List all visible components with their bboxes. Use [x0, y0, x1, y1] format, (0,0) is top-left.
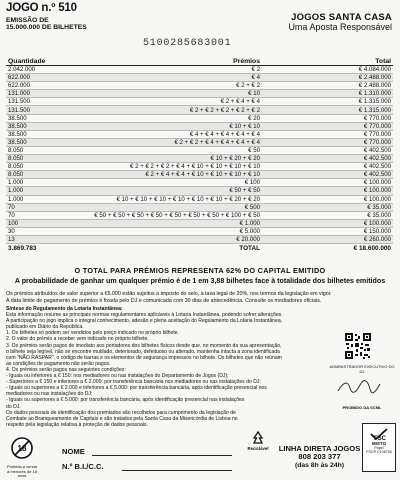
regulation-line: as condições de pagamento não serão pagos.: [6, 360, 111, 367]
brand-name: JOGOS SANTA CASA: [291, 12, 392, 23]
game-number: JOGO n.º 510: [6, 2, 77, 14]
prize-row-quantity: 38.500: [6, 114, 68, 122]
total-amount: € 18.600.000: [262, 244, 393, 253]
prize-row-total: € 770.000: [262, 138, 393, 146]
prize-row-prize: € 10 + € 10: [68, 122, 262, 130]
prize-row-total: € 402.500: [262, 163, 393, 171]
prize-row-prize: € 2 + € 2: [68, 82, 262, 90]
col-header-quantity: Quantidade: [6, 57, 68, 66]
recycle-label: Reciclável: [247, 446, 269, 451]
regulation-line: 1. Os bilhetes só podem ser vendidos pelo preço indicado no próprio bilhete.: [6, 330, 180, 337]
prize-row: [6, 146, 393, 154]
prize-row-prize: € 2 + € 2 + € 2 + € 2 + € 2: [68, 106, 262, 114]
prize-row-total: € 35.000: [262, 203, 393, 211]
prize-row-total: € 402.500: [262, 155, 393, 163]
prize-row-quantity: 1.000: [6, 195, 68, 203]
name-field-label: NOME: [62, 447, 85, 456]
regulation-summary: [6, 306, 318, 428]
prize-row: [6, 187, 393, 195]
helpline-hours: (das 8h às 24h): [294, 461, 345, 469]
col-header-prizes: Prémios: [68, 57, 262, 66]
prize-row-quantity: 622.000: [6, 74, 68, 82]
prize-row-prize: € 4 + € 4 + € 4 + € 4 + € 4: [68, 130, 262, 138]
prize-row-prize: € 2 + € 2 + € 2 + € 4 + € 10 + € 10 + € 10 + € 10: [68, 163, 262, 171]
prize-row-prize: € 1.000: [68, 219, 262, 227]
prize-row-total: € 1.315.000: [262, 106, 393, 114]
svg-text:18: 18: [17, 444, 27, 453]
prize-row-total: € 100.000: [262, 219, 393, 227]
helpline-number: 808 203 377: [298, 452, 341, 462]
regulation-line: Combate ao Branqueamento de Capitais e são tratados pela Santa Casa da Misericórdia de Lisboa no: [6, 415, 238, 422]
prize-row-prize: € 10: [68, 90, 262, 98]
brand-block: [288, 13, 392, 32]
emission-line-2: 15.000.000 DE BILHETES: [6, 24, 87, 32]
regulation-line: Os dados pessoais de identificação dos premiados são recolhidos para cumprimento da legislação de: [6, 409, 236, 416]
regulation-line: com "NÃO RASPAR", o código de barras e os elementos de segurança impressos no bilhete. Os bilhetes que não reúnam: [6, 354, 282, 361]
regulation-caption: PROIBIDO DA SCML: [342, 405, 382, 410]
regulation-summary-lines: [6, 312, 318, 428]
prize-row-total: € 1.315.000: [262, 98, 393, 106]
prize-row-quantity: 131.000: [6, 90, 68, 98]
prize-row-quantity: 8.050: [6, 146, 68, 154]
prize-row-prize: € 20: [68, 114, 262, 122]
svg-text:FSC: FSC: [374, 436, 386, 441]
fsc-title: MISTO: [371, 441, 387, 446]
total-quantity: 3.869.783: [6, 244, 68, 253]
prize-row-total: € 150.000: [262, 227, 393, 235]
prize-row: [6, 74, 393, 82]
recycle-block: [243, 431, 273, 451]
prize-row-prize: € 50: [68, 146, 262, 154]
prize-row-total: € 260.000: [262, 235, 393, 243]
prize-row-quantity: 2.042.000: [6, 66, 68, 74]
regulation-line: 4. Os prémios serão pagos nas seguintes condições:: [6, 366, 126, 373]
prize-row-prize: € 2 + € 4 + € 4: [68, 98, 262, 106]
prize-row: [6, 106, 393, 114]
prize-row-prize: € 20.000: [68, 235, 262, 243]
fsc-logo: [362, 423, 396, 472]
brand-slogan: Uma Aposta Responsável: [288, 21, 392, 32]
prize-row-quantity: 30: [6, 227, 68, 235]
tax-note: Os prémios atribuídos de valor superior a €5.000 estão sujeitos a imposto do selo, à taxa legal de 20%, nos termos da legislação em vigor.: [6, 291, 332, 297]
prize-row: [6, 211, 393, 219]
prize-row-quantity: 131.500: [6, 106, 68, 114]
prize-table-header: [6, 57, 393, 66]
qr-code-icon: [345, 333, 371, 359]
regulation-line: - Iguais ou superiores a € 2.000 e inferiores a € 5.000: por transferência bancária, após identificação presencial nos: [6, 385, 267, 392]
regulation-line: - Superiores a € 150 e inferiores a € 2.000: por transferência bancária nos mediadores ou nas instalações do DJ;: [6, 379, 261, 386]
prize-row: [6, 179, 393, 187]
regulation-line: Esta informação resume as principais normas regulamentares aplicáveis à Lotaria Instantânea, podendo sofrer alterações.: [6, 312, 283, 319]
total-label: TOTAL: [68, 244, 262, 253]
prize-row-quantity: 8.050: [6, 155, 68, 163]
prize-row-prize: € 4: [68, 74, 262, 82]
prize-row-total: € 1.310.000: [262, 90, 393, 98]
prize-row-quantity: 1.000: [6, 187, 68, 195]
prize-row-total: € 100.000: [262, 179, 393, 187]
col-header-total: Total: [262, 57, 393, 66]
fsc-code: FSC® C108706: [366, 450, 392, 454]
prize-row: [6, 98, 393, 106]
prize-row-prize: € 2: [68, 66, 262, 74]
regulation-summary-title: Síntese do Regulamento da Lotaria Instantânea:: [6, 306, 123, 312]
prize-row: [6, 82, 393, 90]
recycle-icon: [250, 431, 266, 445]
age-18-icon: [11, 437, 33, 459]
regulation-line: 3. Os prémios serão pagos de imediato aos portadores dos bilhetes físicos desde que, no momento da sua apresentação,: [6, 342, 282, 349]
prize-row: [6, 171, 393, 179]
regulation-line: A participação no jogo implica o integral conhecimento, adesão e plena aceitação do Regulamento da Lotaria Instantânea,: [6, 318, 283, 325]
prize-row-total: € 770.000: [262, 122, 393, 130]
prize-row-prize: € 50 + € 50: [68, 187, 262, 195]
prize-row-total: € 2.488.000: [262, 74, 393, 82]
emission-line-1: EMISSÃO DE: [6, 16, 49, 24]
prize-row-total: € 402.500: [262, 171, 393, 179]
prize-row-prize: € 2 + € 4 + € 4 + € 10 + € 10 + € 10 + € 10: [68, 171, 262, 179]
regulation-line: mediadores ou nas instalações do DJ;: [6, 391, 93, 398]
prize-row: [6, 122, 393, 130]
prize-row-total: € 770.000: [262, 114, 393, 122]
prize-row: [6, 219, 393, 227]
prize-row: [6, 155, 393, 163]
prize-row-prize: € 50 + € 50 + € 50 + € 50 + € 50 + € 50 + € 50 + € 100 + € 50: [68, 211, 262, 219]
prize-row-quantity: 131.500: [6, 98, 68, 106]
prize-row-quantity: 70: [6, 203, 68, 211]
age-restriction-caption: Proibida a venda a menores de 18 anos: [6, 464, 38, 478]
regulation-line: - Iguais ou inferiores a € 150: nos mediadores ou nas instalações do Departamento de Jogos (DJ);: [6, 373, 229, 380]
prize-row-total: € 402.500: [262, 146, 393, 154]
name-field-line[interactable]: [92, 455, 232, 456]
prize-row-quantity: 1.000: [6, 179, 68, 187]
prize-row-quantity: 8.050: [6, 163, 68, 171]
prize-row-total: € 35.000: [262, 211, 393, 219]
prize-row-prize: € 5.000: [68, 227, 262, 235]
id-field-line[interactable]: [122, 470, 232, 471]
prize-row-total: € 2.488.000: [262, 82, 393, 90]
prize-row: [6, 195, 393, 203]
prize-row: [6, 227, 393, 235]
probability-line: A probabilidade de ganhar um qualquer prémio é de 1 em 3,88 bilhetes face à totalidade dos bilhetes emitidos: [14, 277, 386, 285]
prize-row-prize: € 10 + € 20 + € 20: [68, 155, 262, 163]
prize-row: [6, 90, 393, 98]
prize-row-quantity: 70: [6, 211, 68, 219]
helpline-title: LINHA DIRETA JOGOS: [278, 444, 361, 453]
prize-row-total: € 4.084.000: [262, 66, 393, 74]
signature-icon: [336, 379, 381, 395]
admin-signature-caption: ADMINISTRADOR EXECUTIVO DO DJ: [329, 364, 395, 374]
prize-row: [6, 130, 393, 138]
prize-table-body: [6, 66, 393, 244]
regulation-line: 2. O valor do prémio a receber vem indicado no próprio bilhete.: [6, 336, 149, 343]
regulation-line: o bilhete seja legível, não se encontre mutilado, deteriorado, defeituoso ou alterado, mantenha intacta a zona identificada: [6, 348, 280, 355]
prize-row-quantity: 38.500: [6, 122, 68, 130]
regulation-line: do DJ.: [6, 403, 21, 410]
prize-row-quantity: 100: [6, 219, 68, 227]
prize-row-quantity: 622.000: [6, 82, 68, 90]
prize-row: [6, 163, 393, 171]
prize-row-quantity: 13: [6, 235, 68, 243]
deadline-note: A data limite de pagamento de prémios é fixada pelo DJ e comunicada com 30 dias de antecedência. Consulte os mediadores oficiais.: [6, 298, 322, 304]
prize-row-quantity: 8.050: [6, 171, 68, 179]
prize-row-total: € 100.000: [262, 187, 393, 195]
prize-row-prize: € 2 + € 2 + € 4 + € 4 + € 4 + € 4: [68, 138, 262, 146]
ticket-header-left: [6, 3, 87, 32]
fsc-sub: Papel: [374, 446, 384, 450]
prize-row-quantity: 38.500: [6, 130, 68, 138]
tree-check-icon: [369, 427, 389, 441]
prize-row: [6, 235, 393, 243]
prize-row-total: € 100.000: [262, 195, 393, 203]
prize-row: [6, 203, 393, 211]
regulation-line: respeito pela legislação relativa à proteção de dados pessoais.: [6, 421, 148, 428]
prize-row-prize: € 10 + € 10 + € 10 + € 10 + € 10 + € 10 + € 20 + € 20: [68, 195, 262, 203]
age-restriction-block: [6, 437, 38, 479]
prize-row: [6, 114, 393, 122]
prize-row-prize: € 100: [68, 179, 262, 187]
prize-row-total: € 770.000: [262, 130, 393, 138]
id-field-label: N.º B.I./C.C.: [62, 462, 104, 471]
prize-row-quantity: 38.500: [6, 138, 68, 146]
regulation-line: - Iguais ou superiores a € 5.000: por transferência bancária, após identificação presencial nas instalações: [6, 397, 245, 404]
prize-row-prize: € 500: [68, 203, 262, 211]
prize-table: [6, 57, 393, 252]
prize-percent-line: O TOTAL PARA PRÉMIOS REPRESENTA 62% DO CAPITAL EMITIDO: [74, 266, 326, 275]
prize-total-row: [6, 244, 393, 253]
serial-number: 5100285683001: [143, 38, 232, 49]
regulation-line: publicado em Diário da República.: [6, 324, 84, 331]
helpline-block: [272, 445, 367, 469]
prize-row: [6, 66, 393, 74]
prize-row: [6, 138, 393, 146]
